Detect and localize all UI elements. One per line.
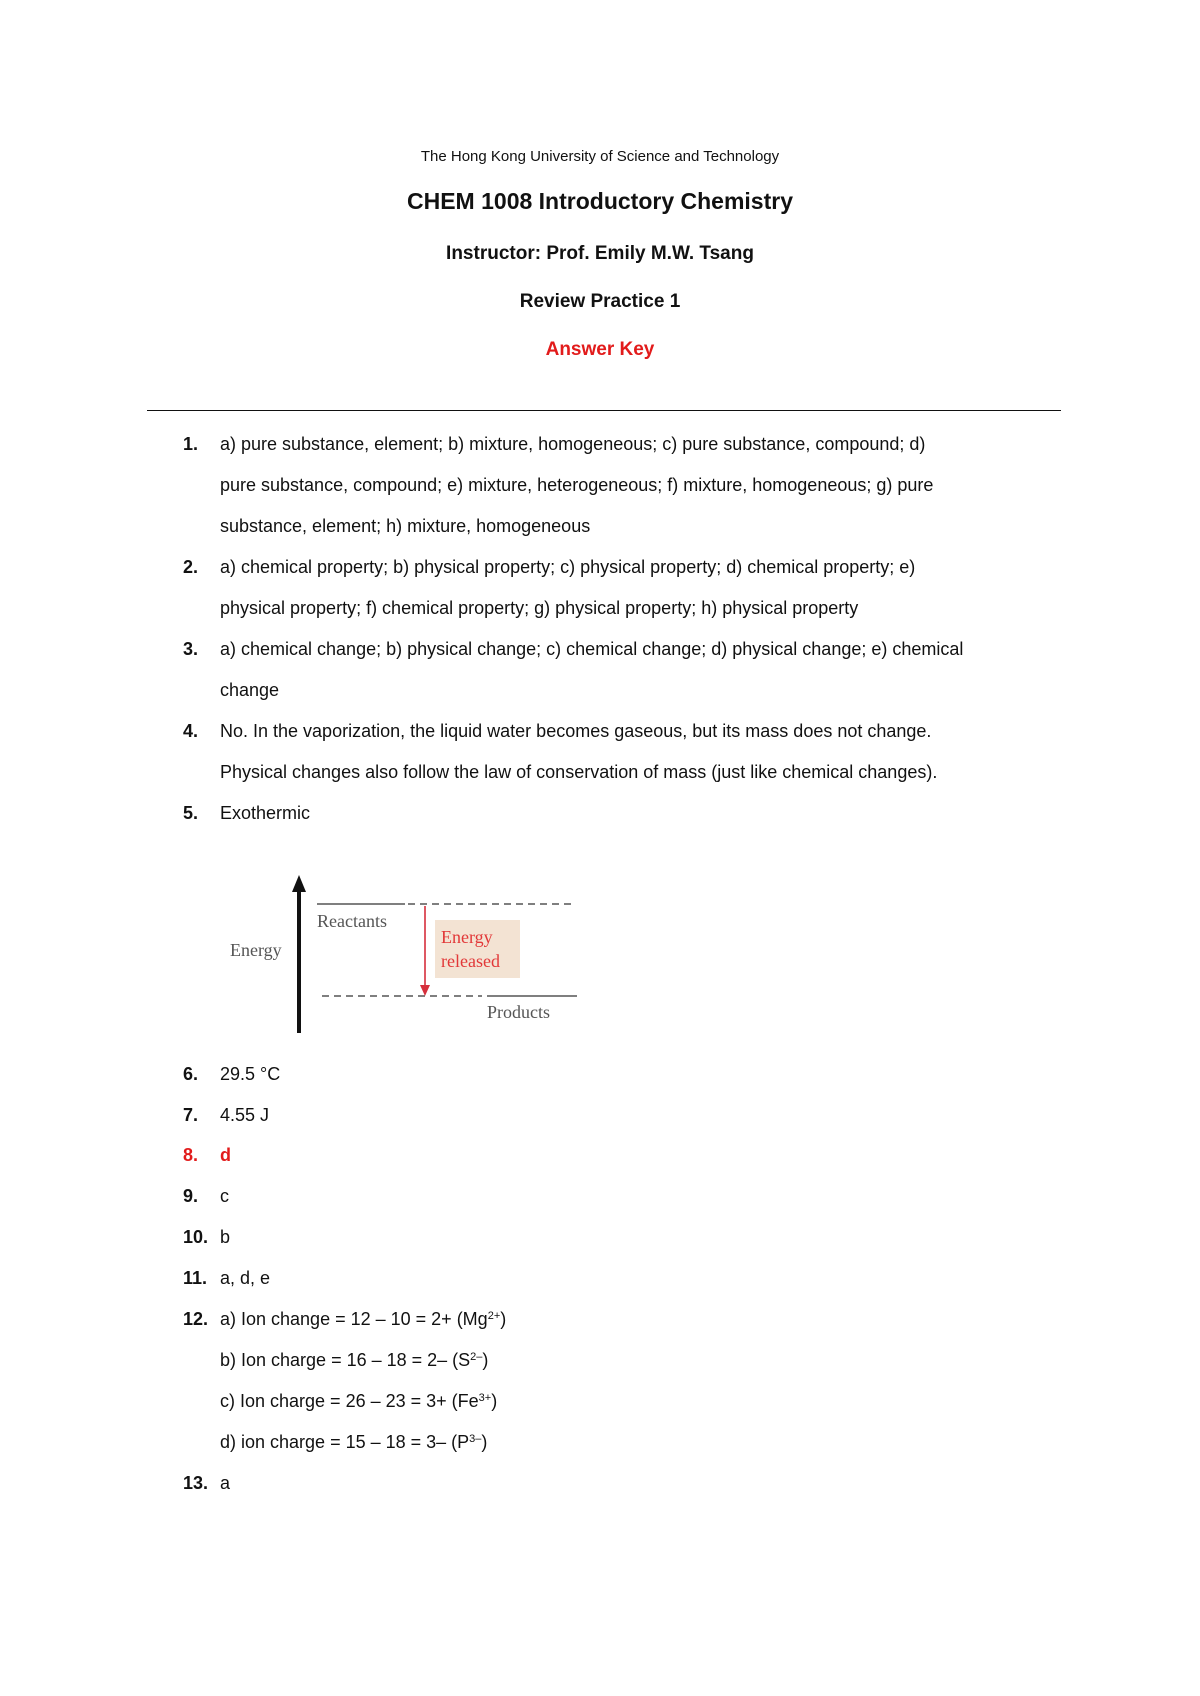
answer-text: 29.5 °C	[220, 1064, 281, 1084]
answer-text: a, d, e	[220, 1268, 271, 1288]
energy-released-label-2: released	[441, 951, 500, 971]
answer-number: 3.	[183, 639, 199, 659]
answer-text: a) pure substance, element; b) mixture, homogeneous; c) pure substance, compound; d)	[220, 434, 926, 454]
answer-number: 4.	[183, 721, 199, 741]
answer-number: 7.	[183, 1105, 199, 1125]
answer-text: change	[220, 680, 280, 700]
course-title: CHEM 1008 Introductory Chemistry	[407, 188, 793, 214]
exothermic-energy-diagram	[220, 870, 600, 1035]
answer-text: pure substance, compound; e) mixture, heterogeneous; f) mixture, homogeneous; g) pure	[220, 475, 934, 495]
answer-text: Physical changes also follow the law of conservation of mass (just like chemical changes).	[220, 762, 938, 782]
reactants-label: Reactants	[317, 911, 387, 931]
ion-charge-line-d: d) ion charge = 15 – 18 = 3– $(P^{3-})$	[220, 1432, 488, 1452]
answer-number: 6.	[183, 1064, 199, 1084]
answer-text: physical property; f) chemical property; g) physical property; h) physical property	[220, 598, 859, 618]
answer-number: 8.	[183, 1145, 199, 1165]
ion-charge-line-c: c) Ion charge = $26 - 23 = 3+ (Fe^{3+})$	[220, 1391, 498, 1411]
ion-charge-superscript: 3+	[478, 1392, 492, 1404]
answer-number: 2.	[183, 557, 199, 577]
instructor-line: Instructor: Prof. Emily M.W. Tsang	[446, 243, 754, 264]
answer-number: 12.	[183, 1309, 209, 1329]
energy-axis-arrowhead	[292, 875, 306, 892]
answer-number: 11.	[183, 1268, 208, 1288]
document-title: Review Practice 1	[519, 291, 681, 312]
answer-number: 5.	[183, 803, 199, 823]
ion-charge-superscript: 2–	[470, 1351, 483, 1363]
ion-charge-superscript: 2+	[487, 1310, 501, 1322]
answer-text: c	[220, 1186, 229, 1206]
answer-number: 1.	[183, 434, 199, 454]
answer-text: No. In the vaporization, the liquid water becomes gaseous, but its mass does not change.	[220, 721, 932, 741]
ion-charge-superscript: 3–	[469, 1433, 482, 1445]
answer-text: substance, element; h) mixture, homogeneous	[220, 516, 591, 536]
answer-number: 9.	[183, 1186, 199, 1206]
answer-key-subtitle: Answer Key	[545, 339, 655, 360]
ion-charge-line-b: b) Ion charge = 16 – 18 = 2– $(S^{2-})$	[220, 1350, 489, 1370]
answer-number: 13.	[183, 1473, 209, 1493]
answer-text: a) chemical change; b) physical change; c) chemical change; d) physical change; e) chemical	[220, 639, 964, 659]
university-name: The Hong Kong University of Science and Technology	[420, 148, 780, 165]
answer-text: b	[220, 1227, 231, 1247]
energy-released-arrowhead	[420, 985, 430, 996]
answer-text: a) chemical property; b) physical property; c) physical property; d) chemical property; e)	[220, 557, 916, 577]
answer-text: 4.55 J	[220, 1105, 270, 1125]
answer-text: a	[220, 1473, 231, 1493]
energy-axis-label: Energy	[230, 940, 282, 960]
products-label: Products	[487, 1002, 550, 1022]
answer-number: 10.	[183, 1227, 209, 1247]
answer-text: d	[220, 1145, 231, 1165]
ion-charge-line-a: a) Ion change = $12 - 10 = 2+ (Mg^{2+})$	[220, 1309, 507, 1329]
energy-released-label-1: Energy	[441, 927, 493, 947]
header-divider	[147, 410, 1061, 411]
answer-text: Exothermic	[220, 803, 311, 823]
